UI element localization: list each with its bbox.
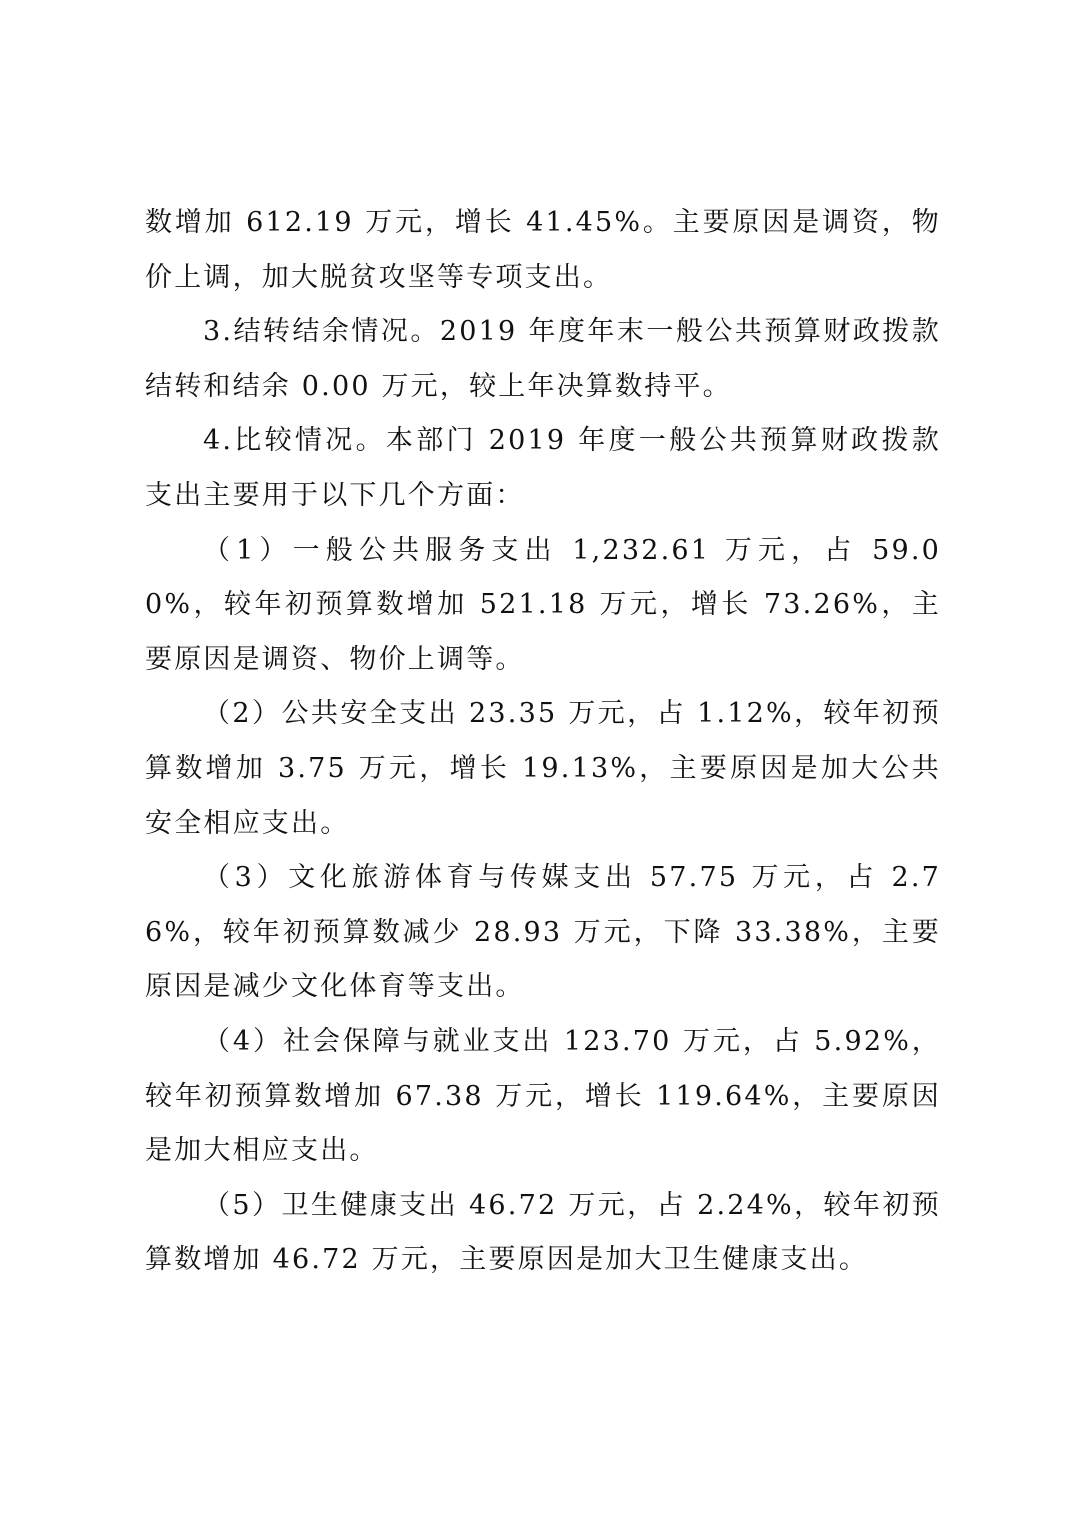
paragraph-item-4-social-security-employment: （4）社会保障与就业支出 123.70 万元，占 5.92%，较年初预算数增加 67.38 万元，增长 119.64%，主要原因是加大相应支出。	[145, 1025, 941, 1167]
paragraph-carryover-balance: 3.结转结余情况。2019 年度年末一般公共预算财政拨款结转和结余 0.00 万元，较上年决算数持平。	[145, 316, 941, 402]
paragraph-item-5-health: （5）卫生健康支出 46.72 万元，占 2.24%，较年初预算数增加 46.72 万元，主要原因是加大卫生健康支出。	[145, 1189, 941, 1276]
paragraph-item-2-public-safety: （2）公共安全支出 23.35 万元，占 1.12%，较年初预算数增加 3.75 万元，增长 19.13%，主要原因是加大公共安全相应支出。	[145, 698, 941, 839]
paragraph-continuation: 数增加 612.19 万元，增长 41.45%。主要原因是调资，物价上调，加大脱贫攻坚等专项支出。	[145, 207, 941, 293]
document-page	[145, 196, 941, 1288]
paragraph-comparison: 4.比较情况。本部门 2019 年度一般公共预算财政拨款支出主要用于以下几个方面：	[145, 425, 941, 511]
paragraph-item-3-culture-tourism-sports-media: （3）文化旅游体育与传媒支出 57.75 万元，占 2.76%，较年初预算数减少 28.93 万元，下降 33.38%，主要原因是减少文化体育等支出。	[145, 862, 941, 1003]
paragraph-item-1-general-public-services: （1）一般公共服务支出 1,232.61 万元，占 59.00%，较年初预算数增加 521.18 万元，增长 73.26%，主要原因是调资、物价上调等。	[145, 534, 941, 675]
